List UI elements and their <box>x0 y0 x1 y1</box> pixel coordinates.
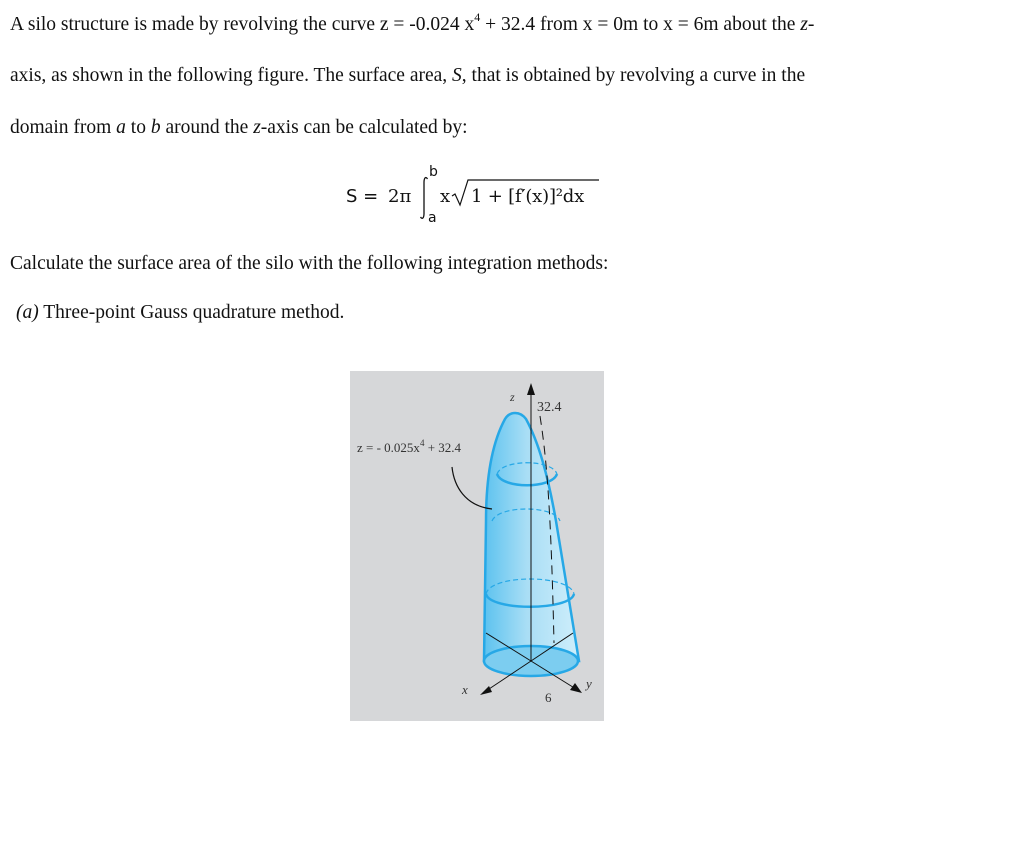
line1-z-axis: z <box>800 14 808 35</box>
integral-upper-limit: b <box>429 164 438 180</box>
instruction-line: Calculate the surface area of the silo with the following integration methods: <box>10 253 609 274</box>
part-a-text: Three-point Gauss quadrature method. <box>38 302 345 323</box>
x-axis-arrow <box>480 686 492 695</box>
line3-b: b <box>150 117 161 138</box>
line3-a: a <box>116 117 126 138</box>
line3-z: z <box>253 117 261 138</box>
problem-statement-line-2 <box>10 65 805 87</box>
problem-statement-line-3 <box>10 117 468 139</box>
part-a-line <box>16 302 344 324</box>
line1-part2: + 32.4 from x = 0m to x = 6m about the <box>480 14 801 35</box>
radius-label: 6 <box>545 690 552 705</box>
line3-part1: domain from <box>10 117 117 138</box>
top-height-label: 32.4 <box>537 400 562 415</box>
line2-part2: , that is obtained by revolving a curve in the <box>461 65 806 86</box>
surface-area-formula <box>346 164 646 236</box>
y-axis-label: y <box>586 676 592 691</box>
part-a-label: (a) <box>16 302 39 323</box>
problem-statement-line-1 <box>10 10 815 36</box>
z-axis-label: z <box>510 390 515 404</box>
y-axis-arrow <box>570 683 582 693</box>
line3-part3: around the <box>160 117 254 138</box>
formula-coefficient: 2π <box>388 186 412 207</box>
integral-lower-limit: a <box>428 210 437 226</box>
line2-part1: axis, as shown in the following figure. The surface area, <box>10 65 453 86</box>
line2-surface-symbol: S <box>452 65 462 86</box>
formula-lhs: S = <box>346 186 379 207</box>
line1-part3: - <box>807 14 815 35</box>
line3-part4: -axis can be calculated by: <box>260 117 468 138</box>
x-axis-label: x <box>462 682 468 697</box>
line3-part2: to <box>125 117 151 138</box>
formula-x: x <box>440 186 451 207</box>
line1-exponent: 4 <box>474 10 481 24</box>
formula-integrand: 1 + [f′(x)]²dx <box>471 186 585 207</box>
curve-equation-label: z = - $0.025x^4 + 32.4$ <box>357 438 462 455</box>
line1-part1: A silo structure is made by revolving the curve z = -0.024 x <box>10 14 475 35</box>
z-axis-arrow <box>527 383 535 395</box>
silo-figure <box>350 371 604 721</box>
